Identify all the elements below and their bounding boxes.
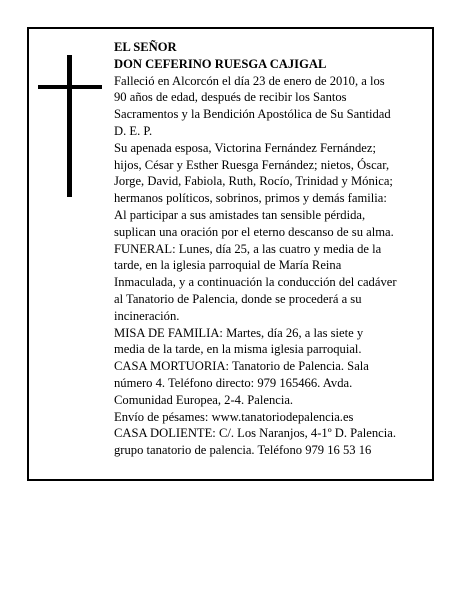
cross-vertical-bar: [67, 55, 72, 197]
body-line: Al participar a sus amistades tan sensible pérdida,: [114, 207, 366, 222]
body-line: Jorge, David, Fabiola, Ruth, Rocío, Trinidad y Mónica;: [114, 174, 393, 189]
body-line: Envío de pésames: www.tanatoriodepalencia.es: [114, 409, 354, 424]
body-line: 90 años de edad, después de recibir los Santos: [114, 90, 347, 105]
body-line: Sacramentos y la Bendición Apostólica de Su Santidad: [114, 107, 391, 122]
body-line: incineración.: [114, 308, 180, 323]
body-line: Su apenada esposa, Victorina Fernández Fernández;: [114, 140, 376, 155]
body-line: al Tanatorio de Palencia, donde se procederá a su: [114, 291, 362, 306]
body-line: CASA MORTUORIA: Tanatorio de Palencia. Sala: [114, 359, 369, 374]
body-line: D. E. P.: [114, 123, 153, 138]
body-line: hijos, César y Esther Ruesga Fernández; nietos, Óscar,: [114, 157, 390, 172]
body-line: CASA DOLIENTE: C/. Los Naranjos, 4-1º D. Palencia.: [114, 426, 396, 441]
title-line: EL SEÑOR: [114, 40, 177, 54]
body-line: Comunidad Europea, 2-4. Palencia.: [114, 392, 294, 407]
body-line: hermanos políticos, sobrinos, primos y demás familia:: [114, 191, 387, 206]
cross-horizontal-bar: [38, 85, 102, 89]
body-line: MISA DE FAMILIA: Martes, día 26, a las siete y: [114, 325, 364, 340]
body-line: número 4. Teléfono directo: 979 165466. Avda.: [114, 375, 353, 390]
body-line: FUNERAL: Lunes, día 25, a las cuatro y media de la: [114, 241, 382, 256]
obituary-text: [114, 39, 426, 459]
body-line: Falleció en Alcorcón el día 23 de enero de 2010, a los: [114, 73, 385, 88]
body-line: suplican una oración por el eterno descanso de su alma.: [114, 224, 394, 239]
body-line: Inmaculada, y a continuación la conducción del cadáver: [114, 275, 397, 290]
deceased-name: DON CEFERINO RUESGA CAJIGAL: [114, 56, 327, 71]
body-line: tarde, en la iglesia parroquial de María Reina: [114, 258, 342, 273]
body-line: grupo tanatorio de palencia. Teléfono 979 16 53 16: [114, 443, 372, 458]
body-line: media de la tarde, en la misma iglesia parroquial.: [114, 342, 362, 357]
cross-icon: [38, 55, 102, 197]
